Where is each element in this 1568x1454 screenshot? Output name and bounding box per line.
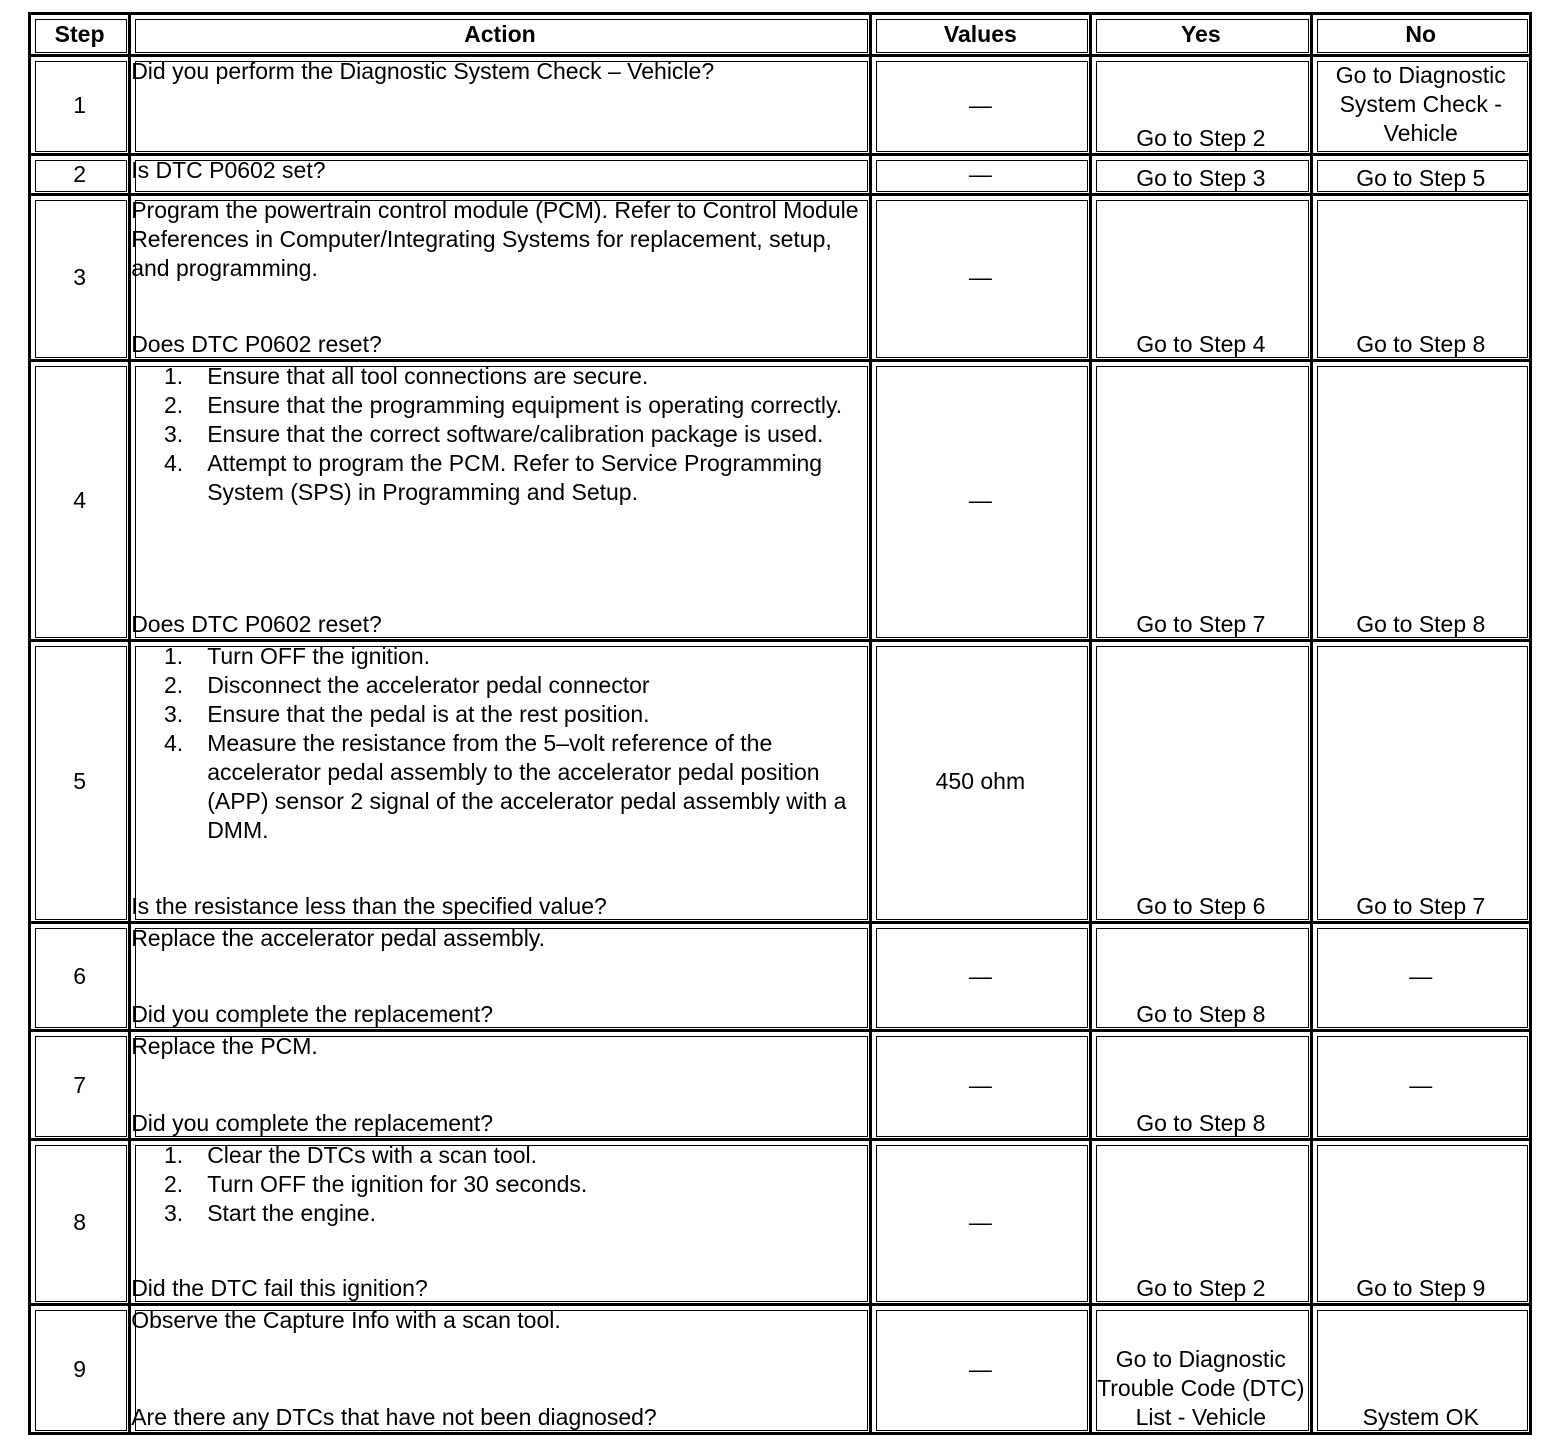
- action-question: Did the DTC fail this ignition?: [131, 1275, 428, 1301]
- step-number: 6: [31, 924, 131, 1032]
- no-result: —: [1313, 1032, 1532, 1141]
- list-item-number: 3.: [164, 701, 184, 727]
- value-cell: —: [872, 1032, 1092, 1141]
- action-cell: [131, 1141, 871, 1306]
- yes-result: Go to Step 2: [1092, 57, 1312, 156]
- action-cell: [131, 362, 871, 642]
- list-item-text: Ensure that all tool connections are secure.: [207, 363, 649, 389]
- table-row: [31, 1032, 1532, 1141]
- value-cell: —: [872, 924, 1092, 1032]
- action-cell: [131, 156, 871, 196]
- step-number: 8: [31, 1141, 131, 1306]
- action-question: Does DTC P0602 reset?: [131, 331, 382, 357]
- action-steps-list: [131, 1141, 868, 1228]
- list-item: [131, 391, 868, 420]
- value-cell: 450 ohm: [872, 642, 1092, 924]
- list-item-number: 1.: [164, 1142, 184, 1168]
- value-cell: —: [872, 1141, 1092, 1306]
- list-item-number: 2.: [164, 1171, 184, 1197]
- header-action: Action: [131, 15, 871, 57]
- no-result: Go to Step 7: [1313, 642, 1532, 924]
- list-item: [131, 1141, 868, 1170]
- no-result: System OK: [1313, 1306, 1532, 1435]
- list-item-number: 2.: [164, 672, 184, 698]
- list-item-text: Disconnect the accelerator pedal connector: [207, 672, 650, 698]
- value-cell: —: [872, 156, 1092, 196]
- table-row: [31, 642, 1532, 924]
- action-question: Does DTC P0602 reset?: [131, 611, 382, 637]
- step-number: 2: [31, 156, 131, 196]
- action-text: Observe the Capture Info with a scan tool.: [131, 1307, 561, 1333]
- action-cell: [131, 1032, 871, 1141]
- step-number: 5: [31, 642, 131, 924]
- list-item-text: Start the engine.: [207, 1200, 376, 1226]
- yes-result: Go to Step 8: [1092, 1032, 1312, 1141]
- action-text: Replace the PCM.: [131, 1033, 318, 1059]
- step-number: 1: [31, 57, 131, 156]
- action-question: Is the resistance less than the specified value?: [131, 893, 607, 919]
- list-item: [131, 671, 868, 700]
- table-row: [31, 57, 1532, 156]
- header-step: Step: [31, 15, 131, 57]
- value-cell: —: [872, 57, 1092, 156]
- no-result: Go to Step 5: [1313, 156, 1532, 196]
- action-text: Did you perform the Diagnostic System Check – Vehicle?: [131, 58, 715, 84]
- action-cell: [131, 1306, 871, 1435]
- yes-result: Go to Step 7: [1092, 362, 1312, 642]
- action-text: Is DTC P0602 set?: [131, 157, 326, 183]
- step-number: 4: [31, 362, 131, 642]
- diagnostic-table: [28, 12, 1532, 1435]
- action-steps-list: [131, 362, 868, 507]
- list-item-text: Ensure that the pedal is at the rest position.: [207, 701, 650, 727]
- action-text: Replace the accelerator pedal assembly.: [131, 925, 545, 951]
- action-text: Program the powertrain control module (PCM). Refer to Control Module References in Computer/Integrating Systems for replacement, setup, and programming.: [131, 197, 859, 281]
- list-item: [131, 729, 868, 845]
- yes-result: Go to Step 2: [1092, 1141, 1312, 1306]
- list-item-number: 2.: [164, 392, 184, 418]
- list-item-text: Attempt to program the PCM. Refer to Service Programming System (SPS) in Programming and Setup.: [207, 450, 823, 505]
- yes-result: Go to Step 4: [1092, 196, 1312, 362]
- list-item-number: 4.: [164, 730, 184, 756]
- header-values: Values: [872, 15, 1092, 57]
- no-result: Go to Step 8: [1313, 362, 1532, 642]
- yes-result: Go to Step 8: [1092, 924, 1312, 1032]
- value-cell: —: [872, 1306, 1092, 1435]
- yes-result: Go to Step 3: [1092, 156, 1312, 196]
- header-no: No: [1313, 15, 1532, 57]
- list-item-number: 3.: [164, 421, 184, 447]
- list-item: [131, 362, 868, 391]
- list-item-number: 3.: [164, 1200, 184, 1226]
- action-cell: [131, 642, 871, 924]
- table-row: [31, 1306, 1532, 1435]
- action-question: Are there any DTCs that have not been diagnosed?: [131, 1404, 657, 1430]
- list-item-number: 1.: [164, 363, 184, 389]
- list-item-text: Measure the resistance from the 5–volt reference of the accelerator pedal assembly to the accelerator pedal position (APP) sensor 2 signal of the accelerator pedal assembly with a DMM.: [207, 730, 847, 843]
- table-row: [31, 924, 1532, 1032]
- list-item: [131, 700, 868, 729]
- step-number: 9: [31, 1306, 131, 1435]
- yes-result: Go to Diagnostic Trouble Code (DTC) List - Vehicle: [1092, 1306, 1312, 1435]
- action-cell: [131, 924, 871, 1032]
- header-row: [31, 15, 1532, 57]
- action-question: Did you complete the replacement?: [131, 1110, 493, 1136]
- list-item-text: Ensure that the correct software/calibration package is used.: [207, 421, 824, 447]
- list-item: [131, 420, 868, 449]
- list-item: [131, 449, 868, 507]
- no-result: Go to Step 9: [1313, 1141, 1532, 1306]
- table-row: [31, 1141, 1532, 1306]
- list-item: [131, 1199, 868, 1228]
- action-question: Did you complete the replacement?: [131, 1001, 493, 1027]
- list-item-number: 1.: [164, 643, 184, 669]
- table-row: [31, 156, 1532, 196]
- no-result: —: [1313, 924, 1532, 1032]
- list-item: [131, 642, 868, 671]
- list-item-text: Clear the DTCs with a scan tool.: [207, 1142, 537, 1168]
- list-item-text: Ensure that the programming equipment is operating correctly.: [207, 392, 843, 418]
- list-item-number: 4.: [164, 450, 184, 476]
- step-number: 7: [31, 1032, 131, 1141]
- list-item: [131, 1170, 868, 1199]
- action-cell: [131, 196, 871, 362]
- value-cell: —: [872, 196, 1092, 362]
- table-row: [31, 196, 1532, 362]
- header-yes: Yes: [1092, 15, 1312, 57]
- value-cell: —: [872, 362, 1092, 642]
- action-steps-list: [131, 642, 868, 845]
- action-cell: [131, 57, 871, 156]
- step-number: 3: [31, 196, 131, 362]
- no-result: Go to Diagnostic System Check - Vehicle: [1313, 57, 1532, 156]
- yes-result: Go to Step 6: [1092, 642, 1312, 924]
- table-row: [31, 362, 1532, 642]
- no-result: Go to Step 8: [1313, 196, 1532, 362]
- list-item-text: Turn OFF the ignition.: [207, 643, 431, 669]
- list-item-text: Turn OFF the ignition for 30 seconds.: [207, 1171, 588, 1197]
